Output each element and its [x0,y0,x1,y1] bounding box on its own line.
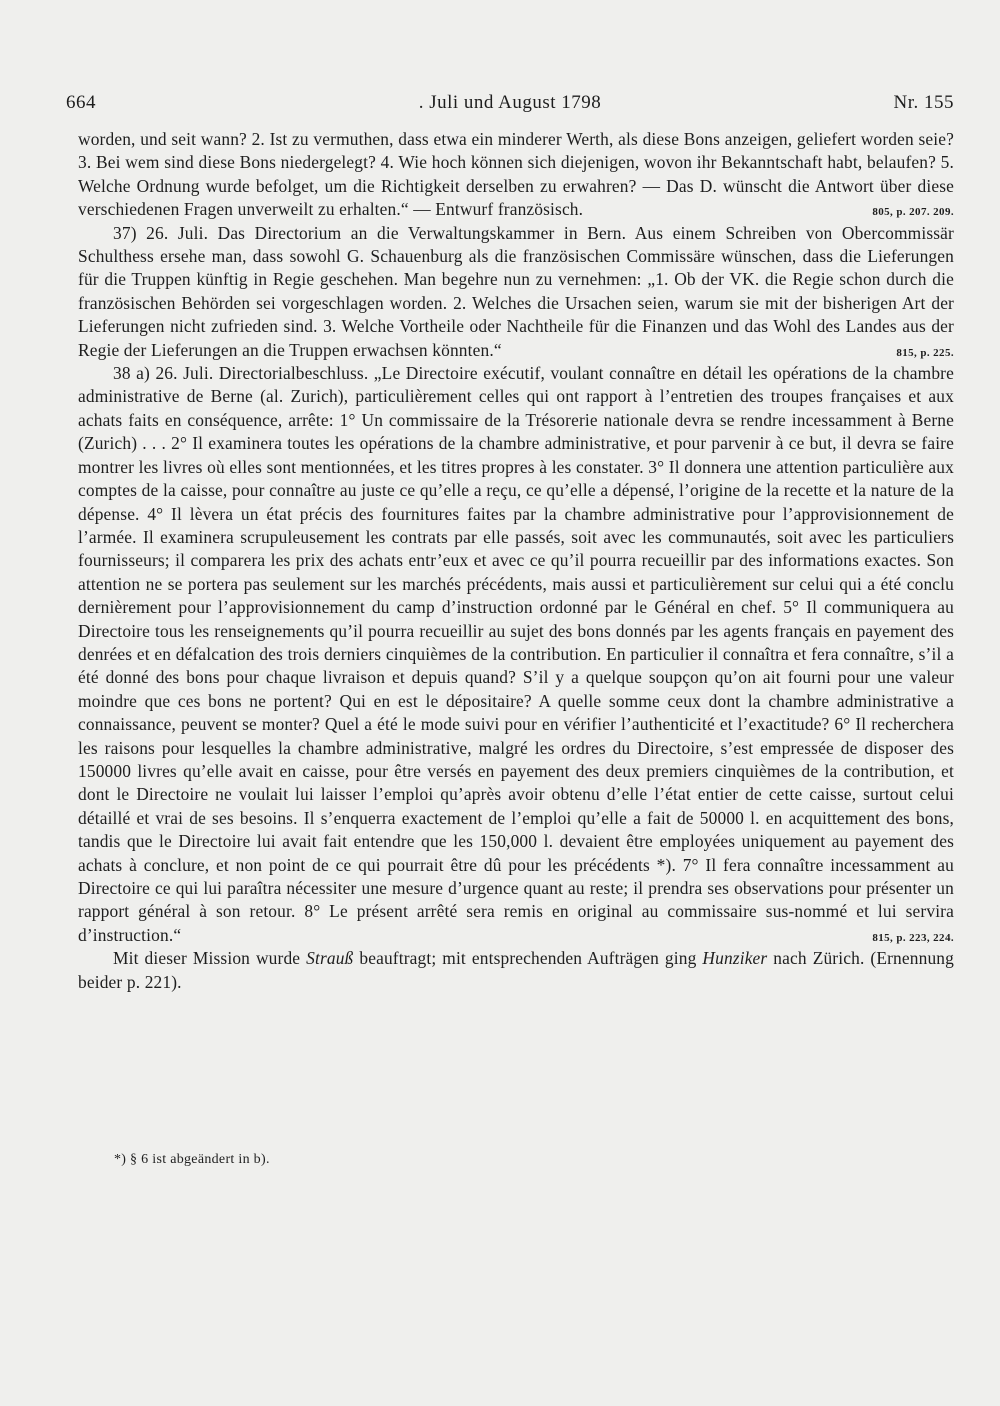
running-title: . Juli und August 1798 [418,92,602,113]
paragraph-text: nach Zürich. (Ernennung beider p. 221). [78,948,954,992]
source-reference: 815, p. 223, 224. [872,931,954,944]
paragraph-mission [78,947,954,994]
paragraph-text: 37) 26. Juli. Das Directorium an die Verwaltungskammer in Bern. Aus einem Schreiben von Obercommissär Schulthess ersehe man, dass sowohl G. Schauenburg als die französischen Commissäre wünschen, dass die Lieferungen für die Truppen künftig in Regie geschehen. Man begehre nun zu vernehmen: „1. Ob der VK. die Regie schon durch die französischen Behörden sei vorgeschlagen worden. 2. Welches die Ursachen seien, warum sie mit der bisherigen Art der Lieferungen nicht zufrieden sind. 3. Welche Vortheile oder Nachtheile für die Finanzen und das Wohl des Landes aus der Regie der Lieferungen an die Truppen erwachsen könnten.“ [78,222,954,360]
person-name: Strauß [306,948,354,969]
paragraph-entry-37 [78,222,954,362]
person-name: Hunziker [702,948,768,969]
paragraph-text: Mit dieser Mission wurde [113,948,307,969]
source-reference: 815, p. 225. [896,346,954,359]
paragraph-continuation [78,128,954,222]
paragraph-text: worden, und seit wann? 2. Ist zu vermuthen, dass etwa ein minderer Werth, als diese Bons anzeigen, geliefert worden seie? 3. Bei wem sind diese Bons niedergelegt? 4. Wie hoch können sich diejenigen, wovon ihr Bekanntschaft habt, belaufen? 5. Welche Ordnung wurde befolget, um die Richtigkeit derselben zu erwahren? — Das D. wünscht die Antwort über diese verschiedenen Fragen unverweilt zu erhalten.“ — Entwurf französisch. [78,129,954,220]
document-number: Nr. 155 [893,92,954,113]
page-body [78,128,954,994]
paragraph-text: beauftragt; mit entsprechenden Aufträgen ging [353,948,703,969]
paragraph-entry-38a [78,362,954,947]
page-number: 664 [66,92,96,113]
footnote: *) § 6 ist abgeändert in b). [114,1152,270,1167]
paragraph-text: 38 a) 26. Juli. Directorialbeschluss. „Le Directoire exécutif, voulant connaître en détail les opérations de la chambre administrative de Berne (al. Zurich), particulièrement celles qui ont rapport à l’entretien des troupes françaises et aux achats faits en conséquence, arrête: 1° Un commissaire de la Trésorerie nationale devra se rendre incessamment à Berne (Zurich) . . . 2° Il examinera toutes les opérations de la chambre administrative, et pour parvenir à ce but, il devra se faire montrer les livres où elles sont mentionnées, et les titres propres à les constater. 3° Il donnera une attention particulière aux comptes de la caisse, pour connaître au juste ce qu’elle a reçu, ce qu’elle a dépensé, l’origine de la recette et la nature de la dépense. 4° Il lèvera un état précis des fournitures faites par la chambre administrative pour l’approvisionnement de l’armée. Il examinera scrupuleusement les contrats par elle passés, soit avec les communautés, soit avec les particuliers fournisseurs; il comparera les prix des achats entr’eux et avec ce qu’il pourra recueillir par des informations exactes. Son attention ne se portera pas seulement sur les marchés précédents, mais aussi et particulièrement sur celui qui a été conclu dernièrement pour l’approvisionnement du camp d’instruction ordonné par le Général en chef. 5° Il communiquera au Directoire tous les renseignements qu’il pourra recueillir au sujet des bons donnés par les agents français en payement des denrées et en défalcation des trois derniers cinquièmes de la contribution. En particulier il connaîtra et fera connaître, s’il a été donné des bons pour chaque livraison et depuis quand? S’il y a quelque soupçon qu’on ait fourni pour une valeur moindre que ces bons ne portent? Qui en est le dépositaire? A quelle somme ceux dont la chambre administrative a connaissance, peuvent se monter? Quel a été le mode suivi pour en vérifier l’authenticité et l’exactitude? 6° Il recherchera les raisons pour lesquelles la chambre administrative, malgré les ordres du Directoire, s’est empressée de disposer des 150000 livres qu’elle avait en caisse, pour être versés en payement des deux premiers cinquièmes de la contribution, et dont le Directoire ne voulait lui laisser l’emploi qu’après avoir obtenu d’elle l’état entier de cette caisse, surtout celui détaillé et vrai de ses besoins. Il s’enquerra exactement de l’emploi qu’elle a fait de 50000 l. en acquittement des bons, tandis que le Directoire lui avait fait entendre que les 150,000 l. devaient être employées uniquement au payement des achats à conclure, et non point de ce qui pourrait être dû pour les précédents *). 7° Il fera connaître incessamment au Directoire ce qui lui paraîtra nécessiter une mesure d’urgence quant au reste; il prendra ses observations pour présenter un rapport général à son retour. 8° Le présent arrêté sera remis en original au commissaire sus-nommé et lui servira d’instruction.“ [78,363,954,945]
source-reference: 805, p. 207. 209. [872,206,954,219]
page-header [66,92,954,120]
